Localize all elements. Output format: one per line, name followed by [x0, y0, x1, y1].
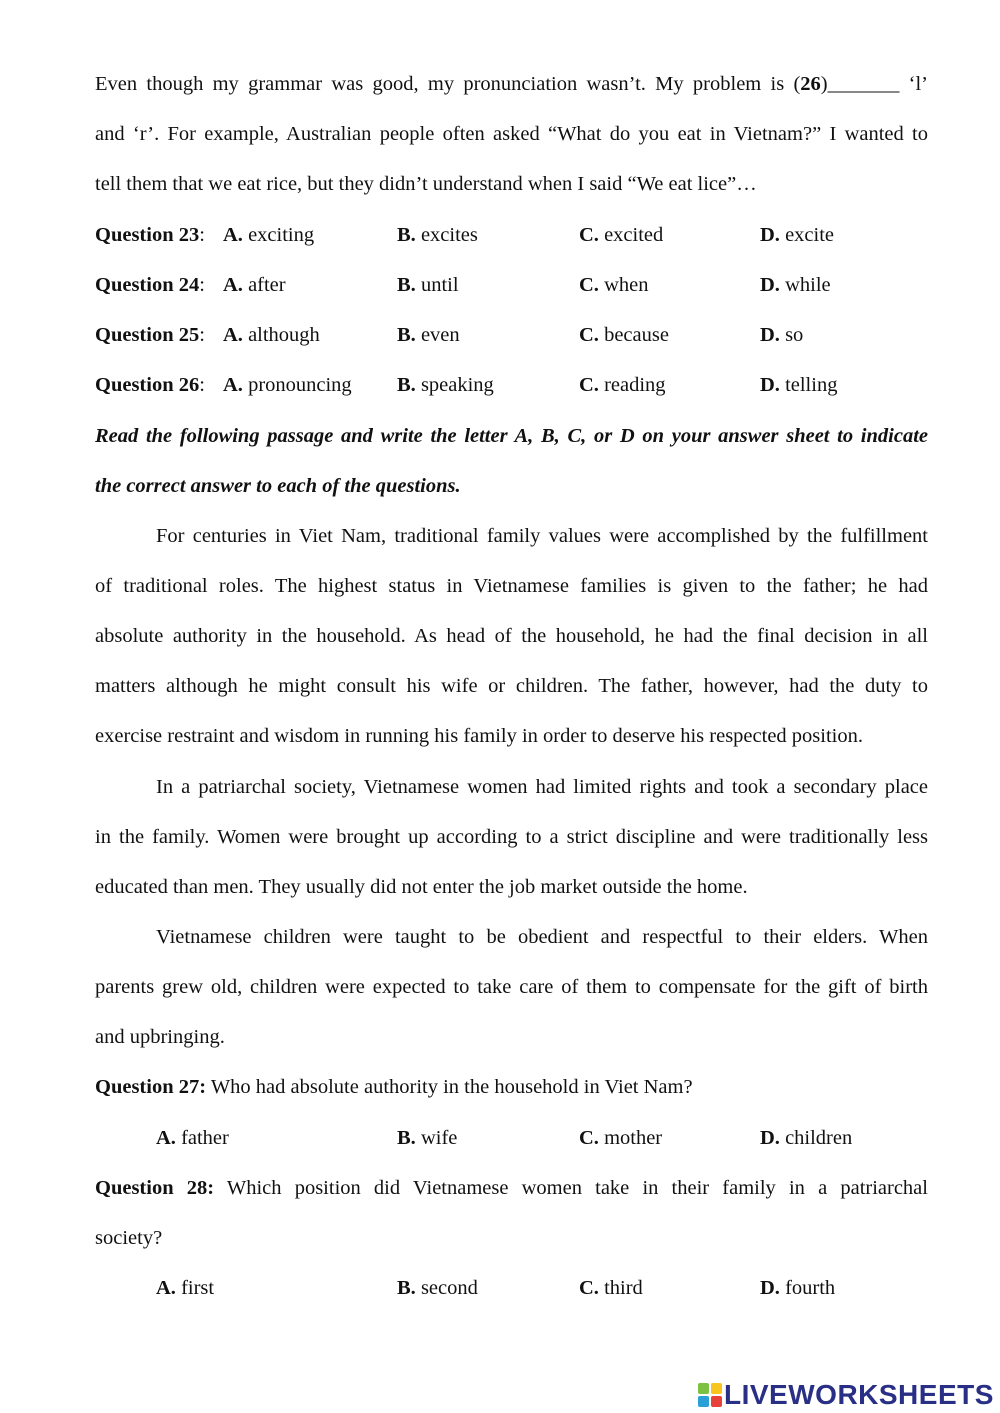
passage-line-1: Even though my grammar was good, my pronunciation wasn’t. My problem is (26)_______ ‘l’ [95, 73, 928, 95]
option-a[interactable]: A. exciting [223, 224, 315, 246]
option-c[interactable]: C. reading [579, 374, 666, 396]
question-27 [95, 1074, 928, 1100]
option-b[interactable]: B. until [397, 274, 459, 296]
option-c[interactable]: C. excited [579, 224, 664, 246]
option-c[interactable]: C. because [579, 324, 669, 346]
option-a[interactable]: A. pronouncing [223, 374, 352, 396]
passage-line-2: and ‘r’. For example, Australian people often asked “What do you eat in Vietnam?” I wanted to [95, 123, 928, 145]
instruction-line-2: the correct answer to each of the questions. [95, 475, 461, 497]
option-b[interactable]: B. speaking [397, 374, 494, 396]
instruction-line-1: Read the following passage and write the letter A, B, C, or D on your answer sheet to indicate [95, 425, 928, 447]
reading-p1-line-2: of traditional roles. The highest status in Vietnamese families is given to the father; he had [95, 575, 928, 597]
passage-line-3: tell them that we eat rice, but they didn’t understand when I said “We eat lice”… [95, 173, 757, 195]
option-b[interactable]: B. even [397, 324, 460, 346]
option-d[interactable]: D. excite [760, 224, 835, 246]
option-b[interactable]: B. wife [397, 1127, 458, 1149]
reading-p2-line-1: In a patriarchal society, Vietnamese women had limited rights and took a secondary place [156, 776, 928, 798]
option-c[interactable]: C. mother [579, 1127, 663, 1149]
option-d[interactable]: D. telling [760, 374, 838, 396]
reading-p3-line-2: parents grew old, children were expected to take care of them to compensate for the gift of birth [95, 976, 928, 998]
option-b[interactable]: B. second [397, 1277, 478, 1299]
option-d[interactable]: D. while [760, 274, 831, 296]
question-label: Question 24: [95, 274, 205, 296]
liveworksheets-logo [698, 1378, 994, 1412]
option-b[interactable]: B. excites [397, 224, 478, 246]
question-28-line-2: society? [95, 1227, 163, 1249]
reading-p1-line-1: For centuries in Viet Nam, traditional family values were accomplished by the fulfillment [156, 525, 928, 547]
question-text: Which position did Vietnamese women take in their family in a patriarchal [226, 1177, 928, 1199]
logo-text: LIVEWORKSHEETS [724, 1379, 994, 1410]
question-28 [95, 1175, 928, 1201]
option-d[interactable]: D. children [760, 1127, 853, 1149]
reading-p2-line-3: educated than men. They usually did not enter the job market outside the home. [95, 876, 748, 898]
question-text: Who had absolute authority in the household in Viet Nam? [210, 1076, 693, 1098]
question-label: Question 26: [95, 374, 205, 396]
question-label: Question 27: [95, 1076, 207, 1098]
option-c[interactable]: C. third [579, 1277, 643, 1299]
reading-p3-line-1: Vietnamese children were taught to be obedient and respectful to their elders. When [156, 926, 928, 948]
option-a[interactable]: A. after [223, 274, 286, 296]
option-c[interactable]: C. when [579, 274, 649, 296]
option-d[interactable]: D. so [760, 324, 804, 346]
reading-p1-line-4: matters although he might consult his wife or children. The father, however, had the duty to [95, 675, 928, 697]
option-a[interactable]: A. first [156, 1277, 215, 1299]
reading-p1-line-5: exercise restraint and wisdom in running his family in order to deserve his respected position. [95, 725, 863, 747]
reading-p3-line-3: and upbringing. [95, 1026, 225, 1048]
question-label: Question 28: [95, 1177, 215, 1199]
question-label: Question 25: [95, 324, 205, 346]
reading-p2-line-2: in the family. Women were brought up according to a strict discipline and were traditionally less [95, 826, 928, 848]
blank-number: 26 [800, 73, 821, 95]
logo-mark-icon [698, 1383, 722, 1407]
question-label: Question 23: [95, 224, 205, 246]
option-a[interactable]: A. although [223, 324, 320, 346]
reading-p1-line-3: absolute authority in the household. As head of the household, he had the final decision in all [95, 625, 928, 647]
option-d[interactable]: D. fourth [760, 1277, 836, 1299]
option-a[interactable]: A. father [156, 1127, 229, 1149]
